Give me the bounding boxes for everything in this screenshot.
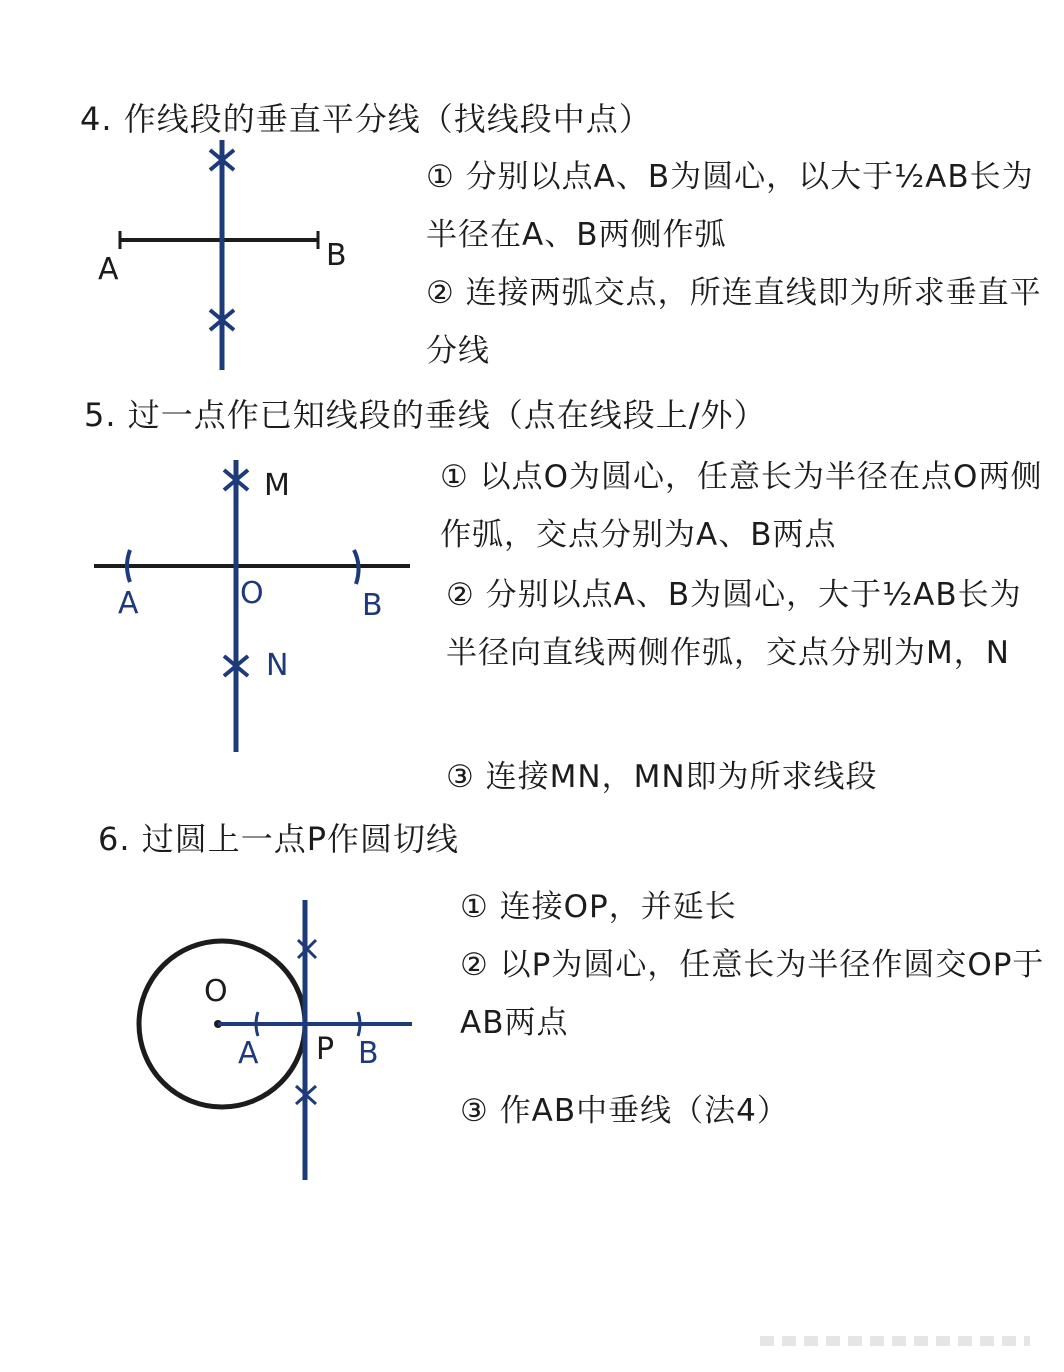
point-b-label: B bbox=[362, 588, 383, 623]
section-5-step-3: ③ 连接MN，MN即为所求线段 bbox=[446, 759, 878, 795]
section-6-step-2: ② 以P为圆心，任意长为半径作圆交OP于AB两点 bbox=[460, 947, 1045, 1041]
point-a-label: A bbox=[238, 1036, 259, 1071]
point-n-label: N bbox=[266, 648, 289, 683]
point-b-label: B bbox=[326, 238, 347, 273]
point-m-label: M bbox=[264, 468, 290, 503]
section-4-title: 4. 作线段的垂直平分线（找线段中点） bbox=[80, 100, 652, 138]
section-6-step-1: ① 连接OP，并延长 bbox=[460, 889, 737, 925]
point-a-label: A bbox=[118, 586, 139, 621]
point-b-label: B bbox=[358, 1036, 379, 1071]
point-o-label: O bbox=[204, 974, 228, 1009]
section-5-title: 5. 过一点作已知线段的垂线（点在线段上/外） bbox=[84, 396, 767, 434]
point-o-label: O bbox=[240, 576, 264, 611]
section-5-step-2: ② 分别以点A、B为圆心，大于½AB长为半径向直线两侧作弧，交点分别为M，N bbox=[446, 577, 1022, 671]
watermark bbox=[760, 1336, 1030, 1346]
section-6-step-3: ③ 作AB中垂线（法4） bbox=[460, 1093, 789, 1129]
section-4-step-1: ① 分别以点A、B为圆心，以大于½AB长为半径在A、B两侧作弧 bbox=[426, 159, 1034, 253]
section-6-title: 6. 过圆上一点P作圆切线 bbox=[98, 820, 460, 858]
section-5-step-1: ① 以点O为圆心，任意长为半径在点O两侧作弧，交点分别为A、B两点 bbox=[440, 459, 1043, 553]
point-p-label: P bbox=[316, 1032, 335, 1067]
point-a-label: A bbox=[98, 252, 119, 287]
section-4-step-2: ② 连接两弧交点，所连直线即为所求垂直平分线 bbox=[426, 275, 1042, 369]
